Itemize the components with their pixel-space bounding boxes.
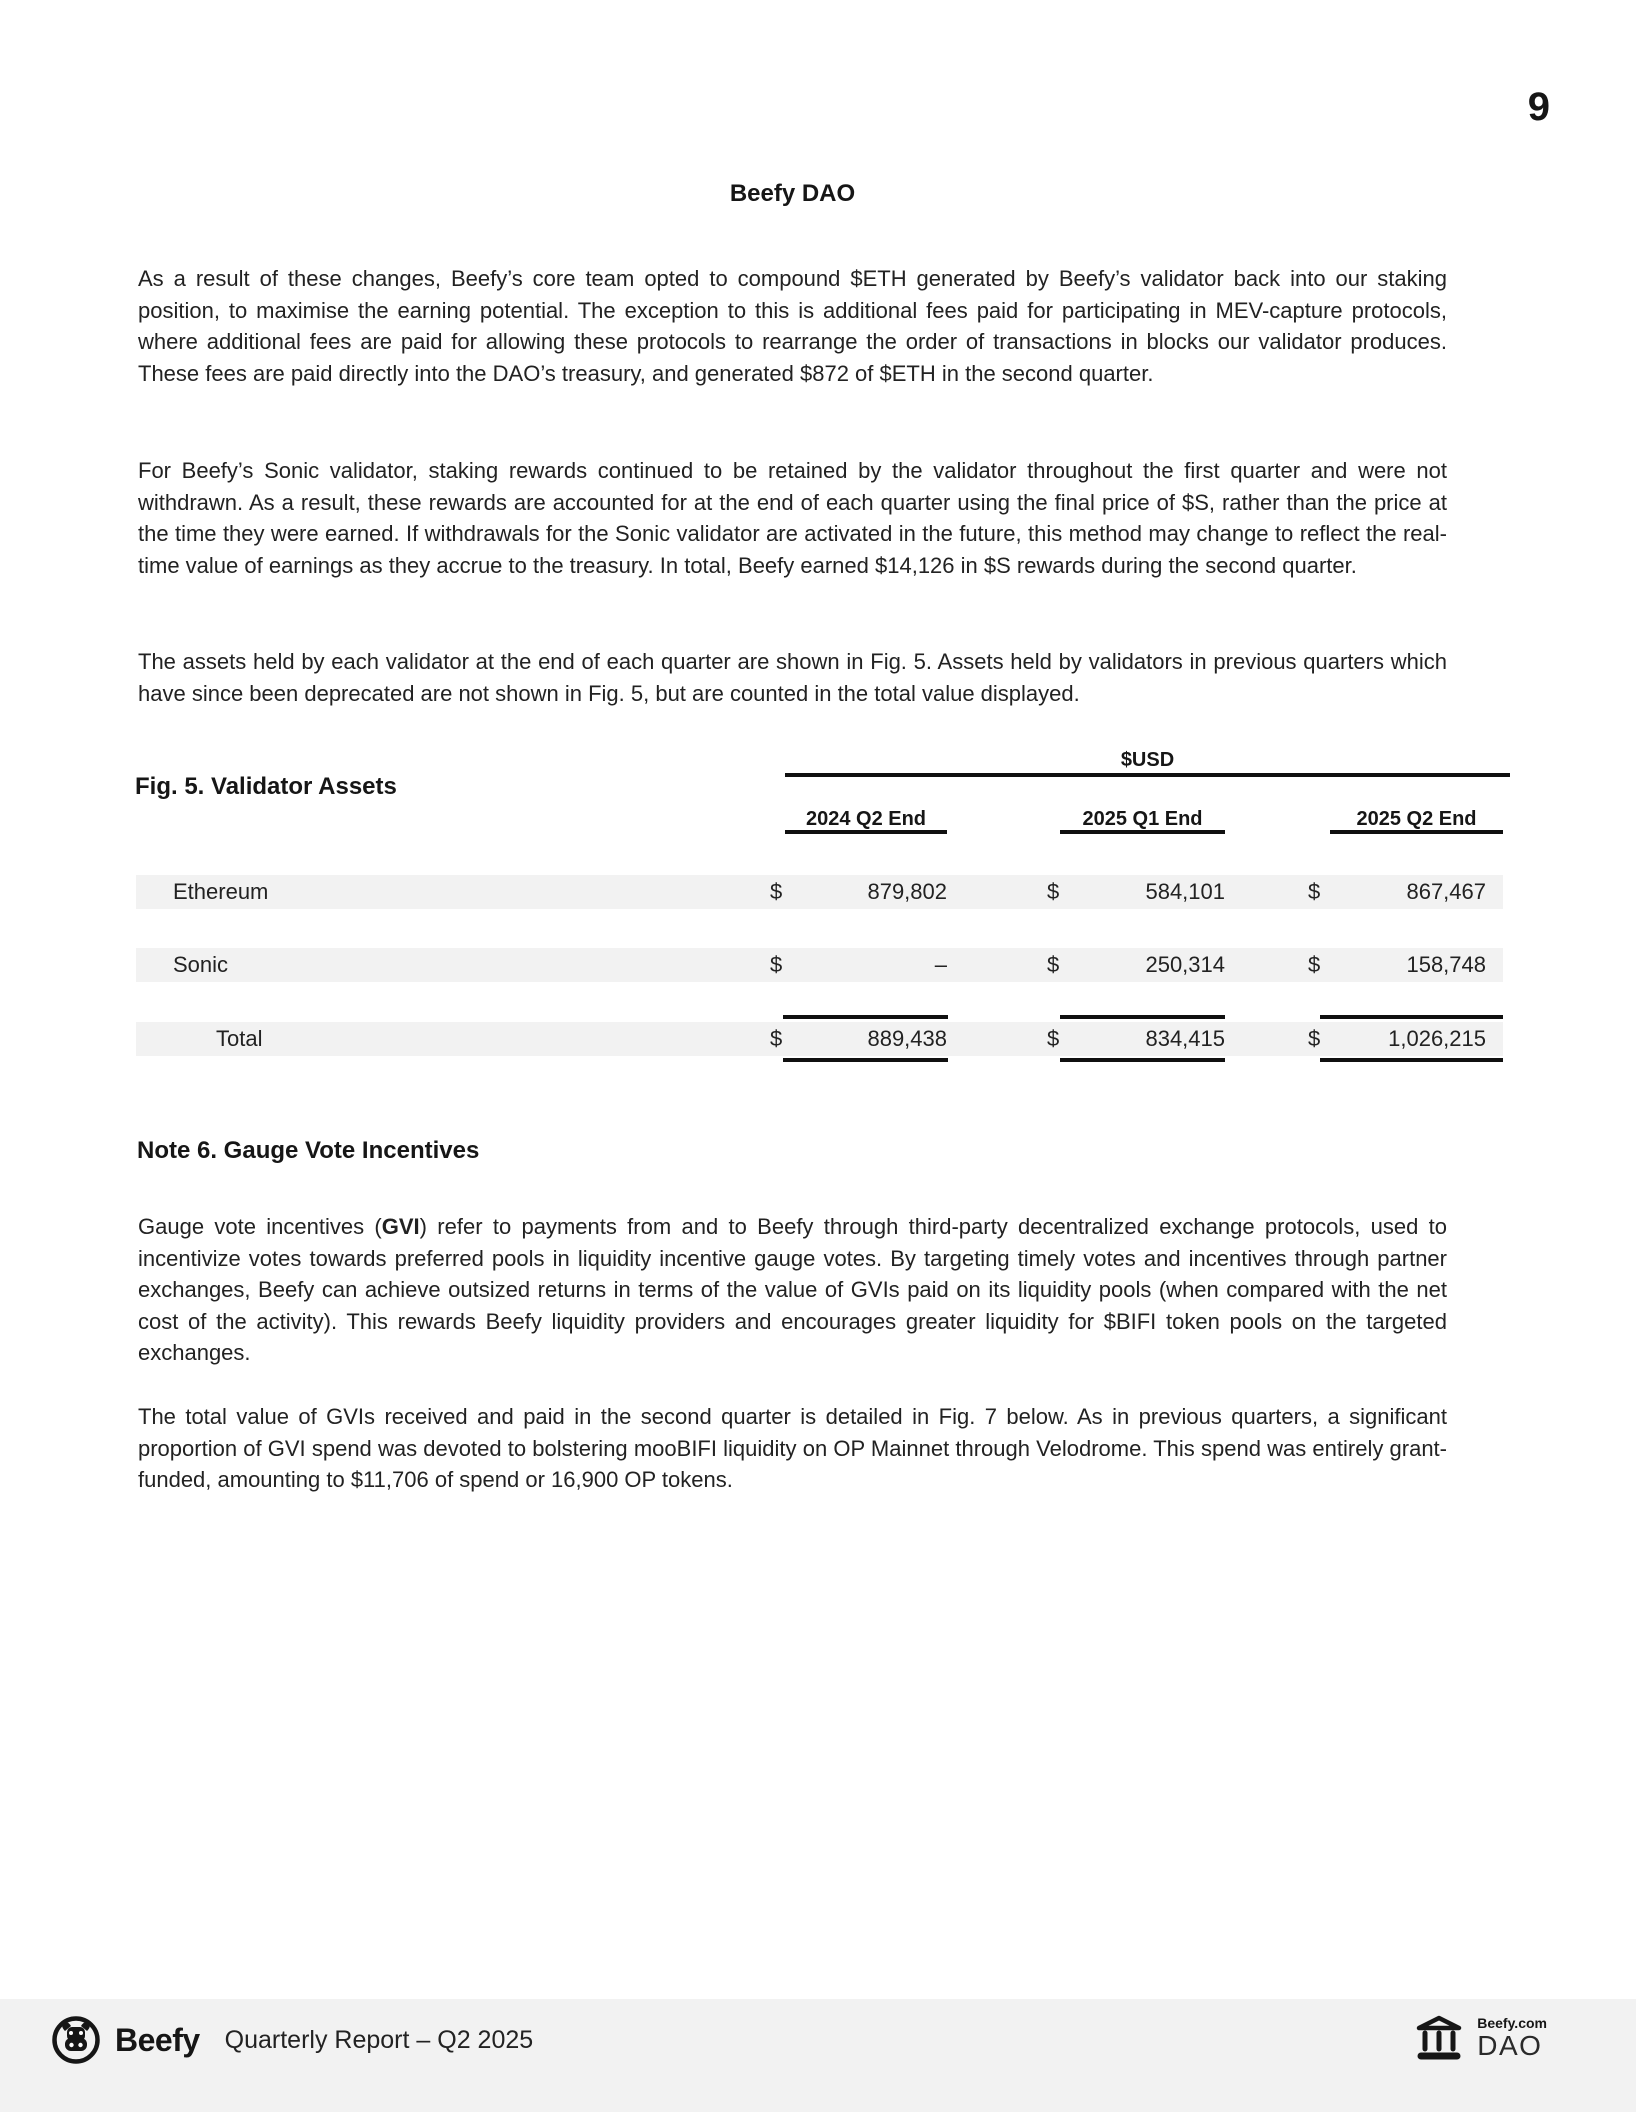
currency-symbol: $ <box>770 1026 783 1051</box>
cell-value: 834,415 <box>1145 1026 1225 1051</box>
dao-text-stack <box>1477 2015 1547 2061</box>
row-label: Sonic <box>173 952 229 977</box>
cell-value: 158,748 <box>1406 952 1486 977</box>
currency-symbol: $ <box>1308 879 1321 904</box>
cell-value: 250,314 <box>1145 952 1225 977</box>
page-number: 9 <box>1527 85 1550 129</box>
column-header-2024-q2: 2024 Q2 End <box>805 808 927 830</box>
gvi-abbreviation: GVI <box>381 1214 420 1239</box>
page-title: Beefy DAO <box>729 180 856 207</box>
currency-symbol: $ <box>770 879 783 904</box>
table-row-ethereum <box>136 875 1503 909</box>
cell-value: 889,438 <box>867 1026 947 1051</box>
currency-symbol: $ <box>1047 879 1060 904</box>
usd-header-rule <box>785 773 1510 777</box>
footer-dao-site: Beefy.com <box>1477 2015 1547 2031</box>
total-bottom-rule <box>1320 1058 1503 1062</box>
cell-value: 867,467 <box>1406 879 1486 904</box>
cell-value: 879,802 <box>867 879 947 904</box>
paragraph-fig5-intro: The assets held by each validator at the end of each quarter are shown in Fig. 5. Assets held by validators in previous quarters which have since been deprecated are not shown in Fig. 5, but are counted in the total value displayed. <box>138 649 1447 706</box>
footer-dao-label: DAO <box>1477 2030 1543 2061</box>
column-header-rule <box>1330 830 1503 834</box>
column-header-rule <box>1060 830 1225 834</box>
currency-symbol: $ <box>1308 952 1321 977</box>
currency-symbol: $ <box>1308 1026 1321 1051</box>
footer-brand-group <box>50 2014 533 2066</box>
gvi-text-post: ) refer to payments from and to Beefy through third-party decentralized exchange protocols, used to incentivize votes towards preferred pools in liquidity incentive gauge votes. By targeting timely votes and incentives through partner exchanges, Beefy can achieve outsized returns in terms of the value of GVIs paid on its liquidity pools (when compared with the net cost of the activity). This rewards Beefy liquidity providers and encourages greater liquidity for $BIFI token pools on the targeted exchanges. <box>138 1214 1447 1365</box>
column-header-2025-q2: 2025 Q2 End <box>1356 808 1477 830</box>
paragraph-gvi-totals: The total value of GVIs received and paid in the second quarter is detailed in Fig. 7 below. As in previous quarters, a significant proportion of GVI spend was devoted to bolstering mooBIFI liquidity on OP Mainnet through Velodrome. This spend was entirely grant-funded, amounting to $11,706 of spend or 16,900 OP tokens. <box>138 1404 1447 1492</box>
row-label: Ethereum <box>173 879 269 904</box>
gvi-text-pre: Gauge vote incentives ( <box>138 1214 382 1239</box>
footer-brand-name: Beefy <box>115 2021 200 2058</box>
table-row-sonic <box>136 948 1503 982</box>
column-header-2025-q1: 2025 Q1 End <box>1082 808 1203 830</box>
beefy-cow-icon <box>50 2014 102 2066</box>
currency-symbol: $ <box>770 952 783 977</box>
paragraph-gvi-definition <box>138 1211 1447 1369</box>
total-bottom-rule <box>1060 1058 1225 1062</box>
fig5-table-title: Fig. 5. Validator Assets <box>135 773 397 800</box>
total-top-rule <box>783 1015 948 1019</box>
total-top-rule <box>1060 1015 1225 1019</box>
total-top-rule <box>1320 1015 1503 1019</box>
paragraph-eth-compounding: As a result of these changes, Beefy’s core team opted to compound $ETH generated by Beefy’s validator back into our staking position, to maximise the earning potential. The exception to this is additional fees paid for participating in MEV-capture protocols, where additional fees are paid for allowing these protocols to rearrange the order of transactions in blocks our validator produces. These fees are paid directly into the DAO’s treasury, and generated $872 of $ETH in the second quarter. <box>138 266 1447 386</box>
column-header-rule <box>785 830 947 834</box>
footer-dao-group <box>1411 2012 1547 2064</box>
paragraph-sonic-validator: For Beefy’s Sonic validator, staking rewards continued to be retained by the validator throughout the first quarter and were not withdrawn. As a result, these rewards are accounted for at the end of each quarter using the final price of $S, rather than the price at the time they were earned. If withdrawals for the Sonic validator are activated in the future, this method may change to reflect the real-time value of earnings as they accrue to the treasury. In total, Beefy earned $14,126 in $S rewards during the second quarter. <box>138 458 1447 578</box>
currency-symbol: $ <box>1047 952 1060 977</box>
table-group-header-usd: $USD <box>1120 749 1175 771</box>
cell-value: 1,026,215 <box>1388 1026 1486 1051</box>
currency-symbol: $ <box>1047 1026 1060 1051</box>
cell-value: – <box>934 952 947 977</box>
footer-report-title: Quarterly Report – Q2 2025 <box>224 2025 534 2054</box>
cell-value: 584,101 <box>1145 879 1225 904</box>
dao-bank-icon <box>1411 2013 1467 2063</box>
table-row-total <box>136 1022 1503 1056</box>
note6-heading: Note 6. Gauge Vote Incentives <box>137 1137 480 1164</box>
row-label: Total <box>216 1026 263 1051</box>
total-bottom-rule <box>783 1058 948 1062</box>
